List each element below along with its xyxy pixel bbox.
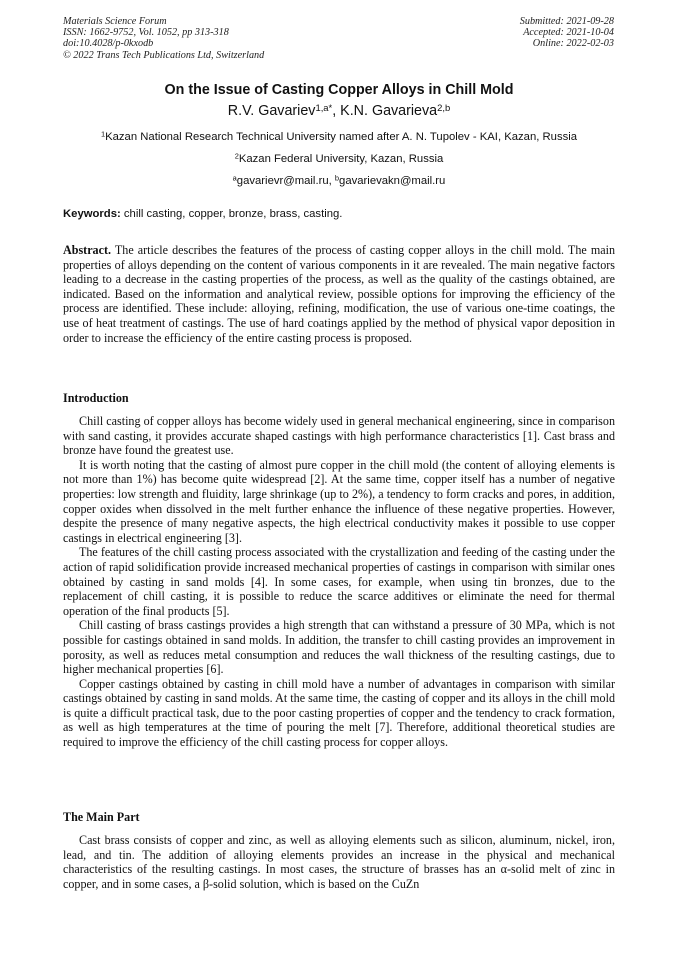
keywords — [63, 208, 615, 220]
author-1: R.V. Gavariev — [227, 103, 316, 119]
author-emails — [0, 175, 678, 187]
email-b-mark: b — [334, 173, 340, 183]
issn-line: ISSN: 1662-9752, Vol. 1052, pp 313-318 — [63, 27, 229, 39]
main-part-heading: The Main Part — [63, 810, 140, 824]
publication-info — [63, 16, 264, 61]
online-date: Online: 2022-02-03 — [532, 38, 614, 50]
author-2: K.N. Gavarieva — [340, 103, 438, 119]
copyright-line: © 2022 Trans Tech Publications Ltd, Switzerland — [63, 49, 265, 61]
introduction-heading: Introduction — [63, 391, 129, 405]
author-2-affiliation-marks: 2,b — [437, 101, 451, 113]
intro-paragraph-2: It is worth noting that the casting of almost pure copper in the chill mold (the content of alloying elements is not more than 1%) has become quite widespread [2]. At the same time, copper itself has a number of negative properties: low strength and fluidity, large shrinkage (up to 2%), a tendency to form cracks and pores, in addition, copper oxides when dissolved in the melt further enhance the influence of these negative properties. However, despite the presence of many negative aspects, the high electrical conductivity makes it possible to use copper castings in electrical engineering [3]. — [63, 457, 615, 545]
affiliation-1-text: Kazan National Research Technical University named after A. N. Tupolev - KAI, Kazan, Russia — [105, 131, 578, 143]
main-part-body — [63, 833, 615, 891]
keywords-text: chill casting, copper, bronze, brass, casting. — [120, 208, 343, 220]
paper-title: On the Issue of Casting Copper Alloys in Chill Mold — [164, 82, 514, 98]
email-b[interactable]: gavarievakn@mail.ru — [339, 175, 446, 187]
affiliation-1-mark: 1 — [100, 129, 106, 139]
intro-paragraph-3: The features of the chill casting process associated with the crystallization and feeding of the casting under the action of rapid solidification provide increased mechanical properties of castings in comparison with similar ones obtained by casting in sand molds [4]. In some cases, for example, when using tin bronzes, due to the replacement of chill casting, it is possible to reduce the scarce additives or eliminate the need for thermal operation of the final products [5]. — [63, 545, 615, 618]
main-paragraph-1: Cast brass consists of copper and zinc, as well as alloying elements such as silicon, aluminum, nickel, iron, lead, and tin. The addition of alloying elements provides an increase in the physical and mechanical characteristics of the resulting castings. In most cases, the structure of brasses has an α-solid melt of zinc in copper, and in some cases, a β-solid solution, which is based on the CuZn — [63, 833, 615, 891]
affiliation-2-mark: 2 — [234, 151, 239, 161]
author-1-affiliation-marks: 1,a* — [315, 101, 333, 113]
doi-line: doi:10.4028/p-0kxodb — [63, 38, 154, 50]
dates-info — [520, 16, 614, 50]
email-a[interactable]: gavarievr@mail.ru, — [236, 175, 335, 187]
affiliation-2-text: Kazan Federal University, Kazan, Russia — [238, 153, 444, 165]
abstract-label: Abstract. — [63, 243, 112, 257]
journal-name: Materials Science Forum — [63, 16, 167, 27]
intro-paragraph-1: Chill casting of copper alloys has become widely used in general mechanical engineering, since in comparison with sand casting, it provides accurate shaped castings with high performance characteristics [1]. Cast brass and bronze have found the greatest use. — [63, 414, 615, 458]
abstract-text: The article describes the features of the process of casting copper alloys in the chill mold. The main properties of alloys depending on the content of various components in it are revealed. The main negative factors leading to a decrease in the casting properties of the process, as well as the quality of the castings obtained, are indicated. Based on the information and analytical review, possible options for improving the efficiency of the process are identified. These include: alloying, refining, modification, the use of various one-time coatings, the use of heat treatment of castings. The use of hard coatings applied by the method of physical vapor deposition in order to increase the efficiency of the entire casting process is proposed. — [63, 243, 615, 345]
intro-paragraph-4: Chill casting of brass castings provides a high strength that can withstand a pressure of 30 MPa, which is not possible for castings obtained in sand molds. In addition, the transfer to chill casting provides an improvement in porosity, as well as reduces metal consumption and reduces the wall thickness of the resulting castings, due to higher mechanical properties [6]. — [63, 618, 615, 677]
affiliation-2 — [0, 153, 678, 165]
keywords-label: Keywords: — [63, 208, 121, 220]
affiliation-1 — [0, 131, 678, 143]
author-separator: , — [332, 103, 341, 119]
email-a-mark: a — [232, 173, 237, 183]
introduction-body — [63, 414, 615, 750]
submitted-date: Submitted: 2021-09-28 — [519, 16, 614, 27]
accepted-date: Accepted: 2021-10-04 — [523, 27, 614, 39]
abstract — [63, 243, 615, 345]
intro-paragraph-5: Copper castings obtained by casting in chill mold have a number of advantages in comparison with similar castings obtained by casting in sand molds. At the same time, the casting of copper and its alloys in the chill mold is quite a difficult practical task, due to the poor casting properties of copper and the tendency to crack formation, as well as high temperatures at the time of pouring the melt [7]. Therefore, additional theoretical studies are required to improve the efficiency of the chill casting process for copper alloys. — [63, 676, 615, 750]
author-list — [0, 103, 678, 119]
